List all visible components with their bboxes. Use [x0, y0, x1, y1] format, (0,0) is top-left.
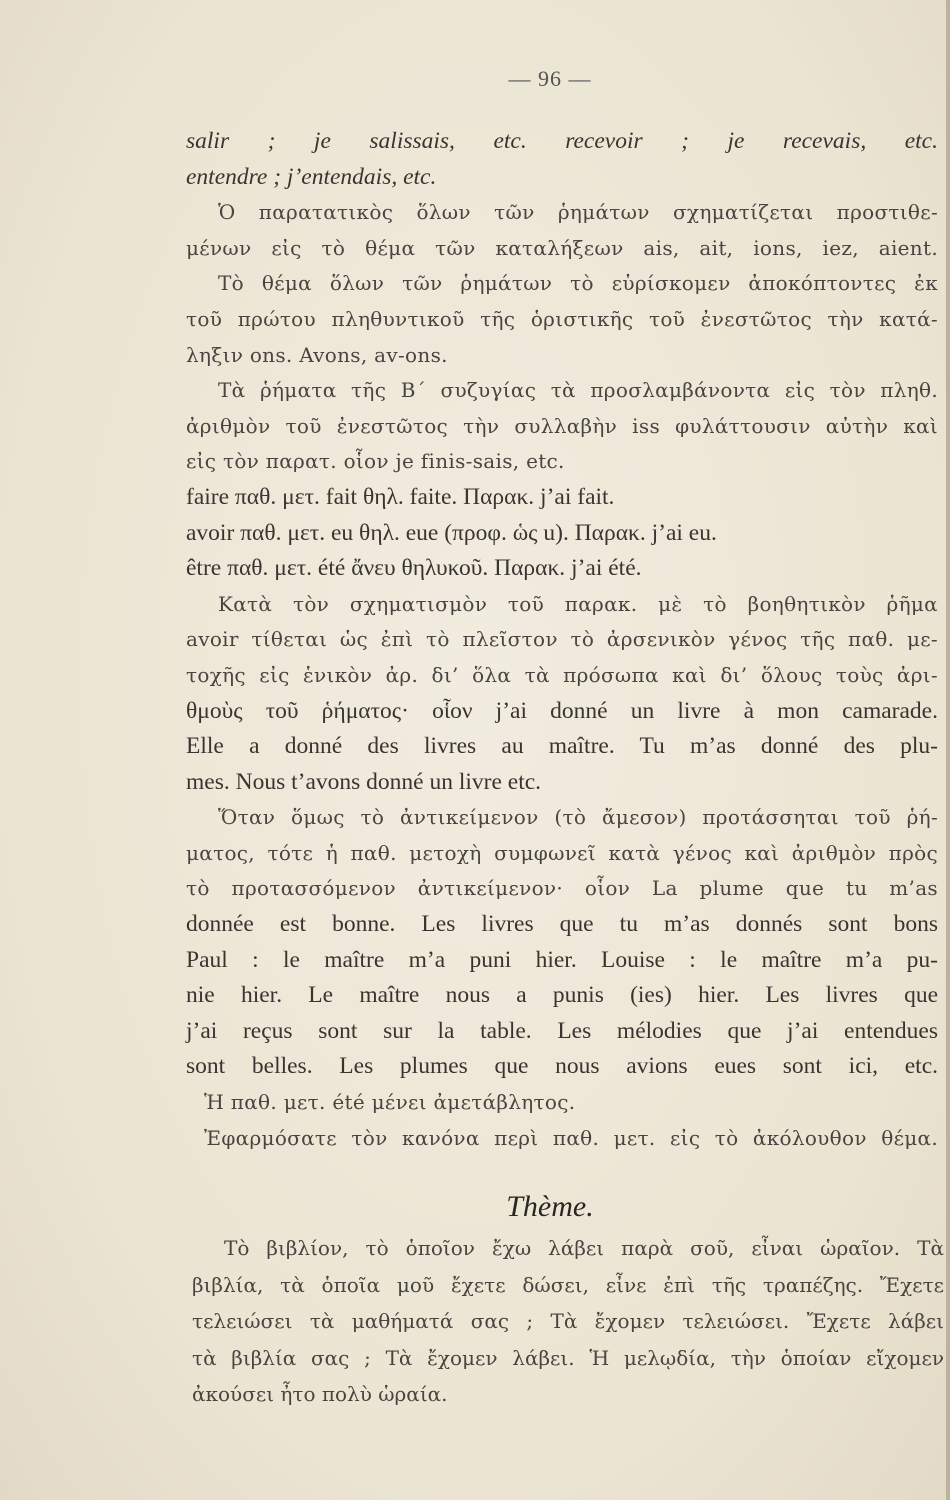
theme-heading: Thème. [506, 1190, 594, 1223]
page-number: — 96 — [508, 66, 592, 91]
text-line: Paul : le maître m’a puni hier. Louise : le maître m’a pu- [186, 946, 938, 973]
theme-text-block [192, 1230, 948, 1413]
theme-line: Τὸ βιβλίον, τὸ ὁποῖον ἔχω λάβει παρὰ σοῦ, εἶναι ὡραῖον. Τὰ [224, 1236, 944, 1260]
text-line: ματος, τότε ἡ παθ. μετοχὴ συμφωνεῖ κατὰ γένος καὶ ἀριθμὸν πρὸς [186, 840, 938, 865]
text-line: avoir τίθεται ὡς ἐπὶ τὸ πλεῖστον τὸ ἀρσενικὸν γένος τῆς παθ. με- [186, 627, 938, 652]
theme-line: βιβλία, τὰ ὁποῖα μοῦ ἔχετε δώσει, εἶνε ἐπὶ τῆς τραπέζης. Ἔχετε [192, 1272, 944, 1297]
text-line: entendre ; j’entendais, etc. [186, 163, 437, 190]
theme-line: τελειώσει τὰ μαθήματά σας ; Τὰ ἔχομεν τελειώσει. Ἔχετε λάβει [192, 1309, 944, 1334]
theme-line: ἀκούσει ἦτο πολὺ ὡραία. [192, 1382, 448, 1407]
text-line: j’ai reçus sont sur la table. Les mélodies que j’ai entendues [186, 1017, 938, 1044]
text-line: Ὁ παρατατικὸς ὅλων τῶν ῥημάτων σχηματίζεται προστιθε- [218, 200, 938, 225]
text-line: εἰς τὸν παρατ. οἷον je finis-sais, etc. [186, 449, 565, 474]
text-line: Ἐφαρμόσατε τὸν κανόνα περὶ παθ. μετ. εἰς τὸ ἀκόλουθον θέμα. [204, 1125, 938, 1150]
theme-line: τὰ βιβλία σας ; Τὰ ἔχομεν λάβει. Ἡ μελῳδία, τὴν ὁποίαν εἴχομεν [192, 1345, 944, 1370]
text-line: mes. Nous t’avons donné un livre etc. [186, 768, 542, 795]
text-line: Elle a donné des livres au maître. Tu m’as donné des plu- [186, 733, 938, 760]
text-line: θμοὺς τοῦ ῥήματος· οἷον j’ai donné un livre à mon camarade. [186, 697, 938, 724]
text-line: Ὅταν ὅμως τὸ ἀντικείμενον (τὸ ἄμεσον) προτάσσηται τοῦ ῥή- [218, 805, 938, 830]
text-line: ἀριθμὸν τοῦ ἐνεστῶτος τὴν συλλαβὴν iss φυλάττουσιν αὐτὴν καὶ [186, 413, 938, 438]
text-line: Ἡ παθ. μετ. été μένει ἀμετάβλητος. [204, 1090, 576, 1115]
main-text-block [186, 124, 946, 1156]
text-line: Τὰ ῥήματα τῆς Β΄ συζυγίας τὰ προσλαμβάνοντα εἰς τὸν πληθ. [218, 378, 938, 403]
text-line: avoir παθ. μετ. eu θηλ. eue (προφ. ὡς u). Παρακ. j’ai eu. [186, 519, 717, 546]
text-line: donnée est bonne. Les livres que tu m’as donnés sont bons [186, 911, 938, 938]
text-line: être παθ. μετ. été ἄνευ θηλυκοῦ. Παρακ. j’ai été. [186, 555, 642, 582]
text-line: Τὸ θέμα ὅλων τῶν ῥημάτων τὸ εὑρίσκομεν ἀποκόπτοντες ἐκ [218, 271, 938, 296]
text-line: τὸ προτασσόμενον ἀντικείμενον· οἷον La plume que tu m’as [186, 876, 938, 901]
text-line: sont belles. Les plumes que nous avions eues sont ici, etc. [186, 1053, 938, 1080]
text-line: τοῦ πρώτου πληθυντικοῦ τῆς ὁριστικῆς τοῦ ἐνεστῶτος τὴν κατά- [186, 306, 938, 331]
text-line: Κατὰ τὸν σχηματισμὸν τοῦ παρακ. μὲ τὸ βοηθητικὸν ῥῆμα [218, 591, 938, 616]
text-line: nie hier. Le maître nous a punis (ies) hier. Les livres que [186, 982, 938, 1009]
text-line: salir ; je salissais, etc. recevoir ; je recevais, etc. [186, 128, 938, 154]
text-line: ληξιν ons. Avons, av-ons. [186, 342, 448, 367]
text-line: μένων εἰς τὸ θέμα τῶν καταλήξεων ais, ait, ions, iez, aient. [186, 235, 938, 260]
text-line: faire παθ. μετ. fait θηλ. faite. Παρακ. j’ai fait. [186, 483, 615, 510]
text-line: τοχῆς εἰς ἑνικὸν ἀρ. δι’ ὅλα τὰ πρόσωπα καὶ δι’ ὅλους τοὺς ἀρι- [186, 662, 938, 687]
